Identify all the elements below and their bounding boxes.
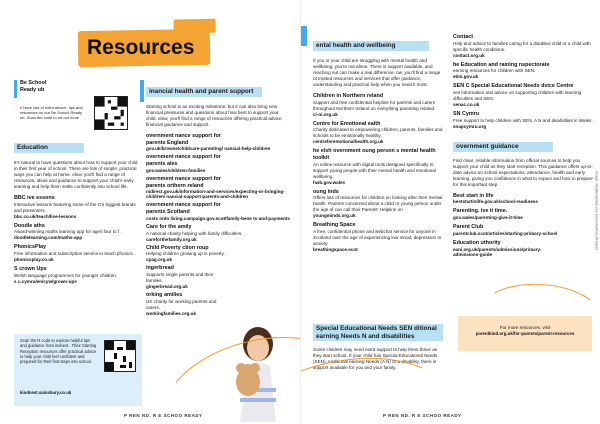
item-link[interactable]: gov.wales/parenting-give-it-time <box>453 215 523 221</box>
education-item <box>14 244 142 262</box>
financial-item <box>146 176 290 200</box>
item-desc: Help and advice to families caring for a disabled child or a child with specific health conditions. <box>453 40 591 52</box>
financial-item <box>146 154 290 173</box>
item-desc: Helping children growing up in poverty. <box>146 251 225 257</box>
be-school-ready-heading: Be School Ready ub <box>20 80 47 93</box>
promo-text: For more resources, visit <box>499 325 551 330</box>
item-desc: Free support to help children with SEN, A N and disabilities in Wales. <box>453 117 593 123</box>
item-desc: ves information and advice on supporting children with learning difficulties and SEN. <box>453 90 582 102</box>
item-desc: Free information and subscription service to teach phonics. <box>14 251 135 256</box>
mental-health-intro: If you or your child are struggling with mental health and wellbeing, you're not alone. There is support available, and reaching out can make a real difference. ow, you'll find a range of trusted resources and services that offer guidance, understanding and practical help when you need it most. <box>313 58 441 87</box>
item-name: he elsh overnment oung person s mental health toolkit <box>313 148 436 161</box>
financial-section <box>146 80 290 319</box>
item-link[interactable]: centreforemotionalhealth.org.uk <box>313 139 384 145</box>
accent-bar <box>140 80 144 102</box>
item-link[interactable]: s c.cymru/en/cyw/grown-ups <box>14 278 77 284</box>
item-link[interactable]: ci-ni.org.uk <box>313 111 338 117</box>
item-name: overnment nance support for parents England <box>146 132 221 146</box>
mental-item <box>313 148 443 184</box>
item-link[interactable]: senac.co.uk <box>453 102 480 108</box>
mental-item <box>313 121 443 145</box>
item-name: BBC ive essons <box>14 194 55 201</box>
item-link[interactable]: youngminds.org.uk <box>313 213 356 219</box>
item-desc: Offers lots of resources for children on looking after their mental health. Parents concerned about a child or young person under the age of can call their Parents' Helpline on <box>313 195 443 213</box>
promo-link[interactable]: parentkind.org.uk/for-parents/parent-resources <box>475 330 575 336</box>
item-name: Best start in life <box>453 192 494 199</box>
contact-item <box>453 34 593 58</box>
item-name: oung inds <box>313 188 339 195</box>
scan-box-text: Scan the R code to explore helpful tips and guidance from indnest . Their Starting Reception resources offer practical advice to help your child feel confident and prepared for their first steps into school. <box>20 338 97 365</box>
education-intro: It's natural to have questions about how to support your child in their first year of school. There are lots of simple, practical ways you can help at home. elow, you'll find a range of resources, ideas and guidance to support your child's early learning and help them settle confidently into school life. <box>14 160 138 189</box>
item-link[interactable]: phonicsplay.co.uk <box>14 256 54 262</box>
education-item <box>14 195 142 219</box>
financial-intro: Starting school is an exciting milestone, but it can also bring new financial pressures and questions about how best to support your child. elow, you'll find a range of resources offering practical advice, financial guidance and support. <box>146 104 283 127</box>
item-name: Parenting. ive it time. <box>453 208 508 215</box>
contact-item <box>453 83 593 107</box>
item-desc: Interactive lessons featuring some of the C's biggest brands and presenters. <box>14 201 136 213</box>
item-link[interactable]: contact.org.uk <box>453 52 485 58</box>
item-name: Children in Northern reland <box>313 92 384 99</box>
item-name: overnment nance support for parents Scotland <box>146 202 221 216</box>
guidance-intro: Find clear, reliable information from official sources to help you support your child as they start reception. This guidance offers up-to-date advice on school expectations, attendance, health and early learning, giving you confidence in what to expect and how to prepare for this important step. <box>453 157 593 187</box>
financial-heading: inancial health and parent support <box>146 87 262 97</box>
item-name: SEN C Special Educational Needs dvice Centre <box>453 83 574 90</box>
financial-item <box>146 265 226 289</box>
sen-text: Some children may need extra support to help them thrive as they start school. If your child has Special Educational Needs (SEN), Additional earning Needs (A N) or a disability, there is support available for you and your family. <box>313 346 438 370</box>
guidance-item <box>453 224 593 236</box>
item-link[interactable]: cpag.org.uk <box>146 257 173 263</box>
item-name: orking amilies <box>146 292 183 298</box>
mental-item <box>313 93 443 117</box>
guidance-item <box>453 240 553 257</box>
item-link[interactable]: gov.wales/children-families <box>146 167 206 173</box>
item-desc: An online resource with digital tools designed specifically to support young people with their mental health and emotional wellbeing. <box>313 161 436 179</box>
mental-item <box>313 222 443 252</box>
item-name: S crown Ups <box>14 265 47 272</box>
mental-item <box>313 189 443 219</box>
right-footer: P REN ND. R E SCHOO READY <box>383 413 462 418</box>
item-link[interactable]: eani.org.uk/parents/admissions/primary-admissions-guide <box>453 246 542 257</box>
item-name: overnment nance support for parents ales <box>146 154 221 168</box>
guidance-item <box>453 208 593 220</box>
mental-health-section <box>313 34 443 256</box>
item-desc: Charity dedicated to empowering children, parents, families and schools to be emotionally healthy. <box>313 127 443 139</box>
item-desc: Award-winning maths learning app for ages four to f . <box>14 229 122 235</box>
item-name: he Education and raining nspectorate <box>453 61 550 68</box>
item-name: PhonicsPlay <box>14 244 47 251</box>
item-link[interactable]: doodlelearning.com/maths-app <box>14 235 83 241</box>
item-link[interactable]: bbc.co.uk/teach/live-lessons <box>14 213 77 219</box>
page-title: Resources <box>87 36 195 59</box>
guidance-heading: overnment guidance <box>453 142 553 152</box>
more-resources-box <box>458 316 592 351</box>
kindnest-scan-box <box>14 334 142 406</box>
accent-bar <box>301 26 307 46</box>
education-heading: Education <box>14 143 84 153</box>
sen-heading: Special Educational Needs SEN ditional earning Needs N and disabilities <box>313 324 443 341</box>
left-footer: P REN ND. R E SCHOO READY <box>124 413 203 418</box>
image-credit: Image: Shutterstock/Lucie Konecna/Kids Pretzels <box>595 171 599 250</box>
qr-code-icon[interactable] <box>104 340 136 372</box>
item-name: Parent Club <box>453 224 484 231</box>
item-name: Centre for Emotional ealth <box>313 120 381 127</box>
item-desc: Support and free confidential helpline for parents and carers throughout Northern Ireland on everything parenting related. <box>313 99 436 111</box>
item-link[interactable]: snapcymru.org <box>453 123 487 129</box>
item-link[interactable]: breathingspace.scot <box>313 246 358 252</box>
item-name: Child Poverty ction roup <box>146 244 209 251</box>
education-section <box>14 136 142 288</box>
item-desc: A free, confidential phone and webchat service for anyone in Scotland over the age of experiencing low mood, depression or anxiety. <box>313 229 442 246</box>
item-link[interactable]: costs onto living.campaign.gov.scot/family-bene ts-and-payments <box>146 215 290 221</box>
item-link[interactable]: etini.gov.uk <box>453 74 479 80</box>
financial-item <box>146 224 290 242</box>
be-school-ready-text: e have lots of extra advice, tips and resources on our Be School Ready ub. Scan the code to nd out more <box>20 105 83 121</box>
item-link[interactable]: gov.uk/browse/childcare-parenting/ nancial-help-children <box>146 146 271 152</box>
item-desc: UK charity for working parents and carers. <box>146 298 217 310</box>
item-link[interactable]: beststartinlife.gov.uk/school-readiness <box>453 199 538 205</box>
item-name: Doodle aths <box>14 222 45 229</box>
contact-item <box>453 62 593 80</box>
education-item <box>14 266 142 284</box>
item-name: overnment nance support for parents orthern reland <box>146 175 221 189</box>
right-page <box>300 0 600 424</box>
contacts-section <box>453 34 593 261</box>
item-link[interactable]: workingfamilies.org.uk <box>146 310 197 316</box>
item-link[interactable]: nidirect.gov.uk/information-and-services/expecting-or-bringing-children/ nancial-support-parents-and-children <box>146 189 285 200</box>
contact-item <box>453 111 593 129</box>
financial-item <box>146 133 290 152</box>
item-desc: earning resources for children with SEN. <box>453 68 536 74</box>
item-link[interactable]: hwb.gov.wales <box>313 179 346 185</box>
item-name: SN Cymru <box>453 111 480 118</box>
item-desc: A national charity helping with family difficulties. <box>146 230 243 236</box>
scan-box-link[interactable]: kindnest.sainsbury.co.uk <box>20 390 72 395</box>
item-name: Education uthority <box>453 239 501 246</box>
item-link[interactable]: gingerbread.org.uk <box>146 284 188 289</box>
item-link[interactable]: careforthefamily.org.uk <box>146 236 197 242</box>
be-school-ready-box <box>14 80 134 121</box>
financial-item <box>146 202 290 221</box>
item-link[interactable]: parentclub.scot/articles/starting-primary-school <box>453 230 558 236</box>
qr-code-icon[interactable] <box>94 96 128 130</box>
mental-health-heading: ental health and wellbeing <box>313 41 429 51</box>
item-name: Breathing Space <box>313 222 356 229</box>
guidance-item <box>453 193 593 205</box>
item-name: Contact <box>453 34 474 40</box>
item-desc: Welsh language programmes for younger children. <box>14 272 118 278</box>
item-name: ingerbread <box>146 265 174 272</box>
item-name: Care for the amily <box>146 223 192 230</box>
financial-item <box>146 292 226 316</box>
item-desc: Supports single parents and their families. <box>146 272 214 284</box>
education-item <box>14 223 142 241</box>
financial-item <box>146 245 226 263</box>
